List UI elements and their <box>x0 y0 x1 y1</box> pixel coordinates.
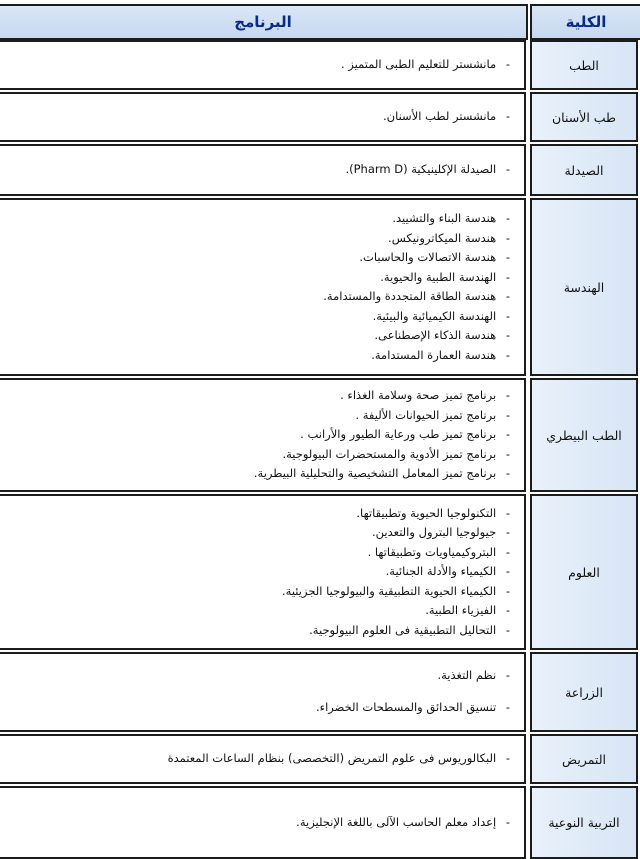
program-item: - مانشستر لطب الأسنان. <box>383 107 510 127</box>
college-cell: العلوم <box>530 494 638 650</box>
program-item: - الهندسة الطبية والحيوية. <box>323 268 510 288</box>
program-item: - برنامج تميز الأدوية والمستحضرات البيولوجية. <box>254 445 510 465</box>
program-item: - الصيدلة الإكلينيكية (Pharm D). <box>345 160 510 180</box>
program-item: - جيولوجيا البترول والتعدين. <box>282 523 510 543</box>
program-list <box>383 94 510 140</box>
program-item: - التحاليل التطبيقية فى العلوم البيولوجية. <box>282 621 510 641</box>
program-item: - الهندسة الكيميائية والبيئية. <box>323 307 510 327</box>
program-item: - الكيمياء الحيوية التطبيقية والبيولوجيا الجزيئية. <box>282 582 510 602</box>
table-row <box>0 144 640 196</box>
program-item: - هندسة الذكاء الإصطناعى. <box>323 326 510 346</box>
table-row <box>0 378 640 492</box>
program-item: - البكالوريوس فى علوم التمريض (التخصصى) بنظام الساعات المعتمدة <box>168 749 510 769</box>
program-item: - برنامج تميز صحة وسلامة الغذاء . <box>254 386 510 406</box>
table-row <box>0 40 640 90</box>
program-item: - مانشستر للتعليم الطبى المتميز . <box>341 55 510 75</box>
program-list <box>323 200 510 374</box>
program-item: - البتروكيمياويات وتطبيقاتها . <box>282 543 510 563</box>
college-cell: التمريض <box>530 734 638 784</box>
program-list <box>316 654 510 730</box>
program-item: - الكيمياء والأدلة الجنائية. <box>282 562 510 582</box>
table-row <box>0 92 640 142</box>
program-cell <box>0 786 526 859</box>
program-cell <box>0 40 526 90</box>
table-header <box>0 0 640 38</box>
program-item: - نظم التغذية. <box>316 666 510 686</box>
table-row <box>0 494 640 650</box>
table-row <box>0 652 640 732</box>
program-list <box>254 380 510 490</box>
program-cell <box>0 378 526 492</box>
program-item: - التكنولوجيا الحيوية وتطبيقاتها. <box>282 504 510 524</box>
program-list <box>168 736 510 782</box>
college-cell: الطب البيطري <box>530 378 638 492</box>
college-cell: التربية النوعية <box>530 786 638 859</box>
college-cell: الطب <box>530 40 638 90</box>
program-list <box>341 42 510 88</box>
program-cell <box>0 734 526 784</box>
program-cell <box>0 652 526 732</box>
program-item: - تنسيق الحدائق والمسطحات الخضراء. <box>316 698 510 718</box>
header-college: الكلية <box>530 4 640 40</box>
program-item: - هندسة الطاقة المتجددة والمستدامة. <box>323 287 510 307</box>
table-row <box>0 198 640 376</box>
program-item: - هندسة العمارة المستدامة. <box>323 346 510 366</box>
program-item: - برنامج تميز طب ورعاية الطيور والأرانب . <box>254 425 510 445</box>
program-list <box>296 788 510 857</box>
college-cell: الزراعة <box>530 652 638 732</box>
table-row <box>0 734 640 784</box>
college-cell: الهندسة <box>530 198 638 376</box>
program-item: - هندسة الميكاترونيكس. <box>323 229 510 249</box>
program-item: - الفيزياء الطبية. <box>282 601 510 621</box>
program-item: - هندسة البناء والتشييد. <box>323 209 510 229</box>
program-item: - إعداد معلم الحاسب الآلى باللغة الإنجليزية. <box>296 813 510 833</box>
program-item: - برنامج تميز المعامل التشخيصية والتحليلية البيطرية. <box>254 464 510 484</box>
program-cell <box>0 144 526 196</box>
table-row <box>0 786 640 859</box>
header-program: البرنامج <box>0 4 528 40</box>
program-list <box>282 496 510 648</box>
program-item: - هندسة الاتصالات والحاسبات. <box>323 248 510 268</box>
program-item: - برنامج تميز الحيوانات الأليفة . <box>254 406 510 426</box>
program-cell <box>0 92 526 142</box>
program-list <box>345 146 510 194</box>
program-cell <box>0 494 526 650</box>
program-cell <box>0 198 526 376</box>
college-cell: طب الأسنان <box>530 92 638 142</box>
college-cell: الصيدلة <box>530 144 638 196</box>
